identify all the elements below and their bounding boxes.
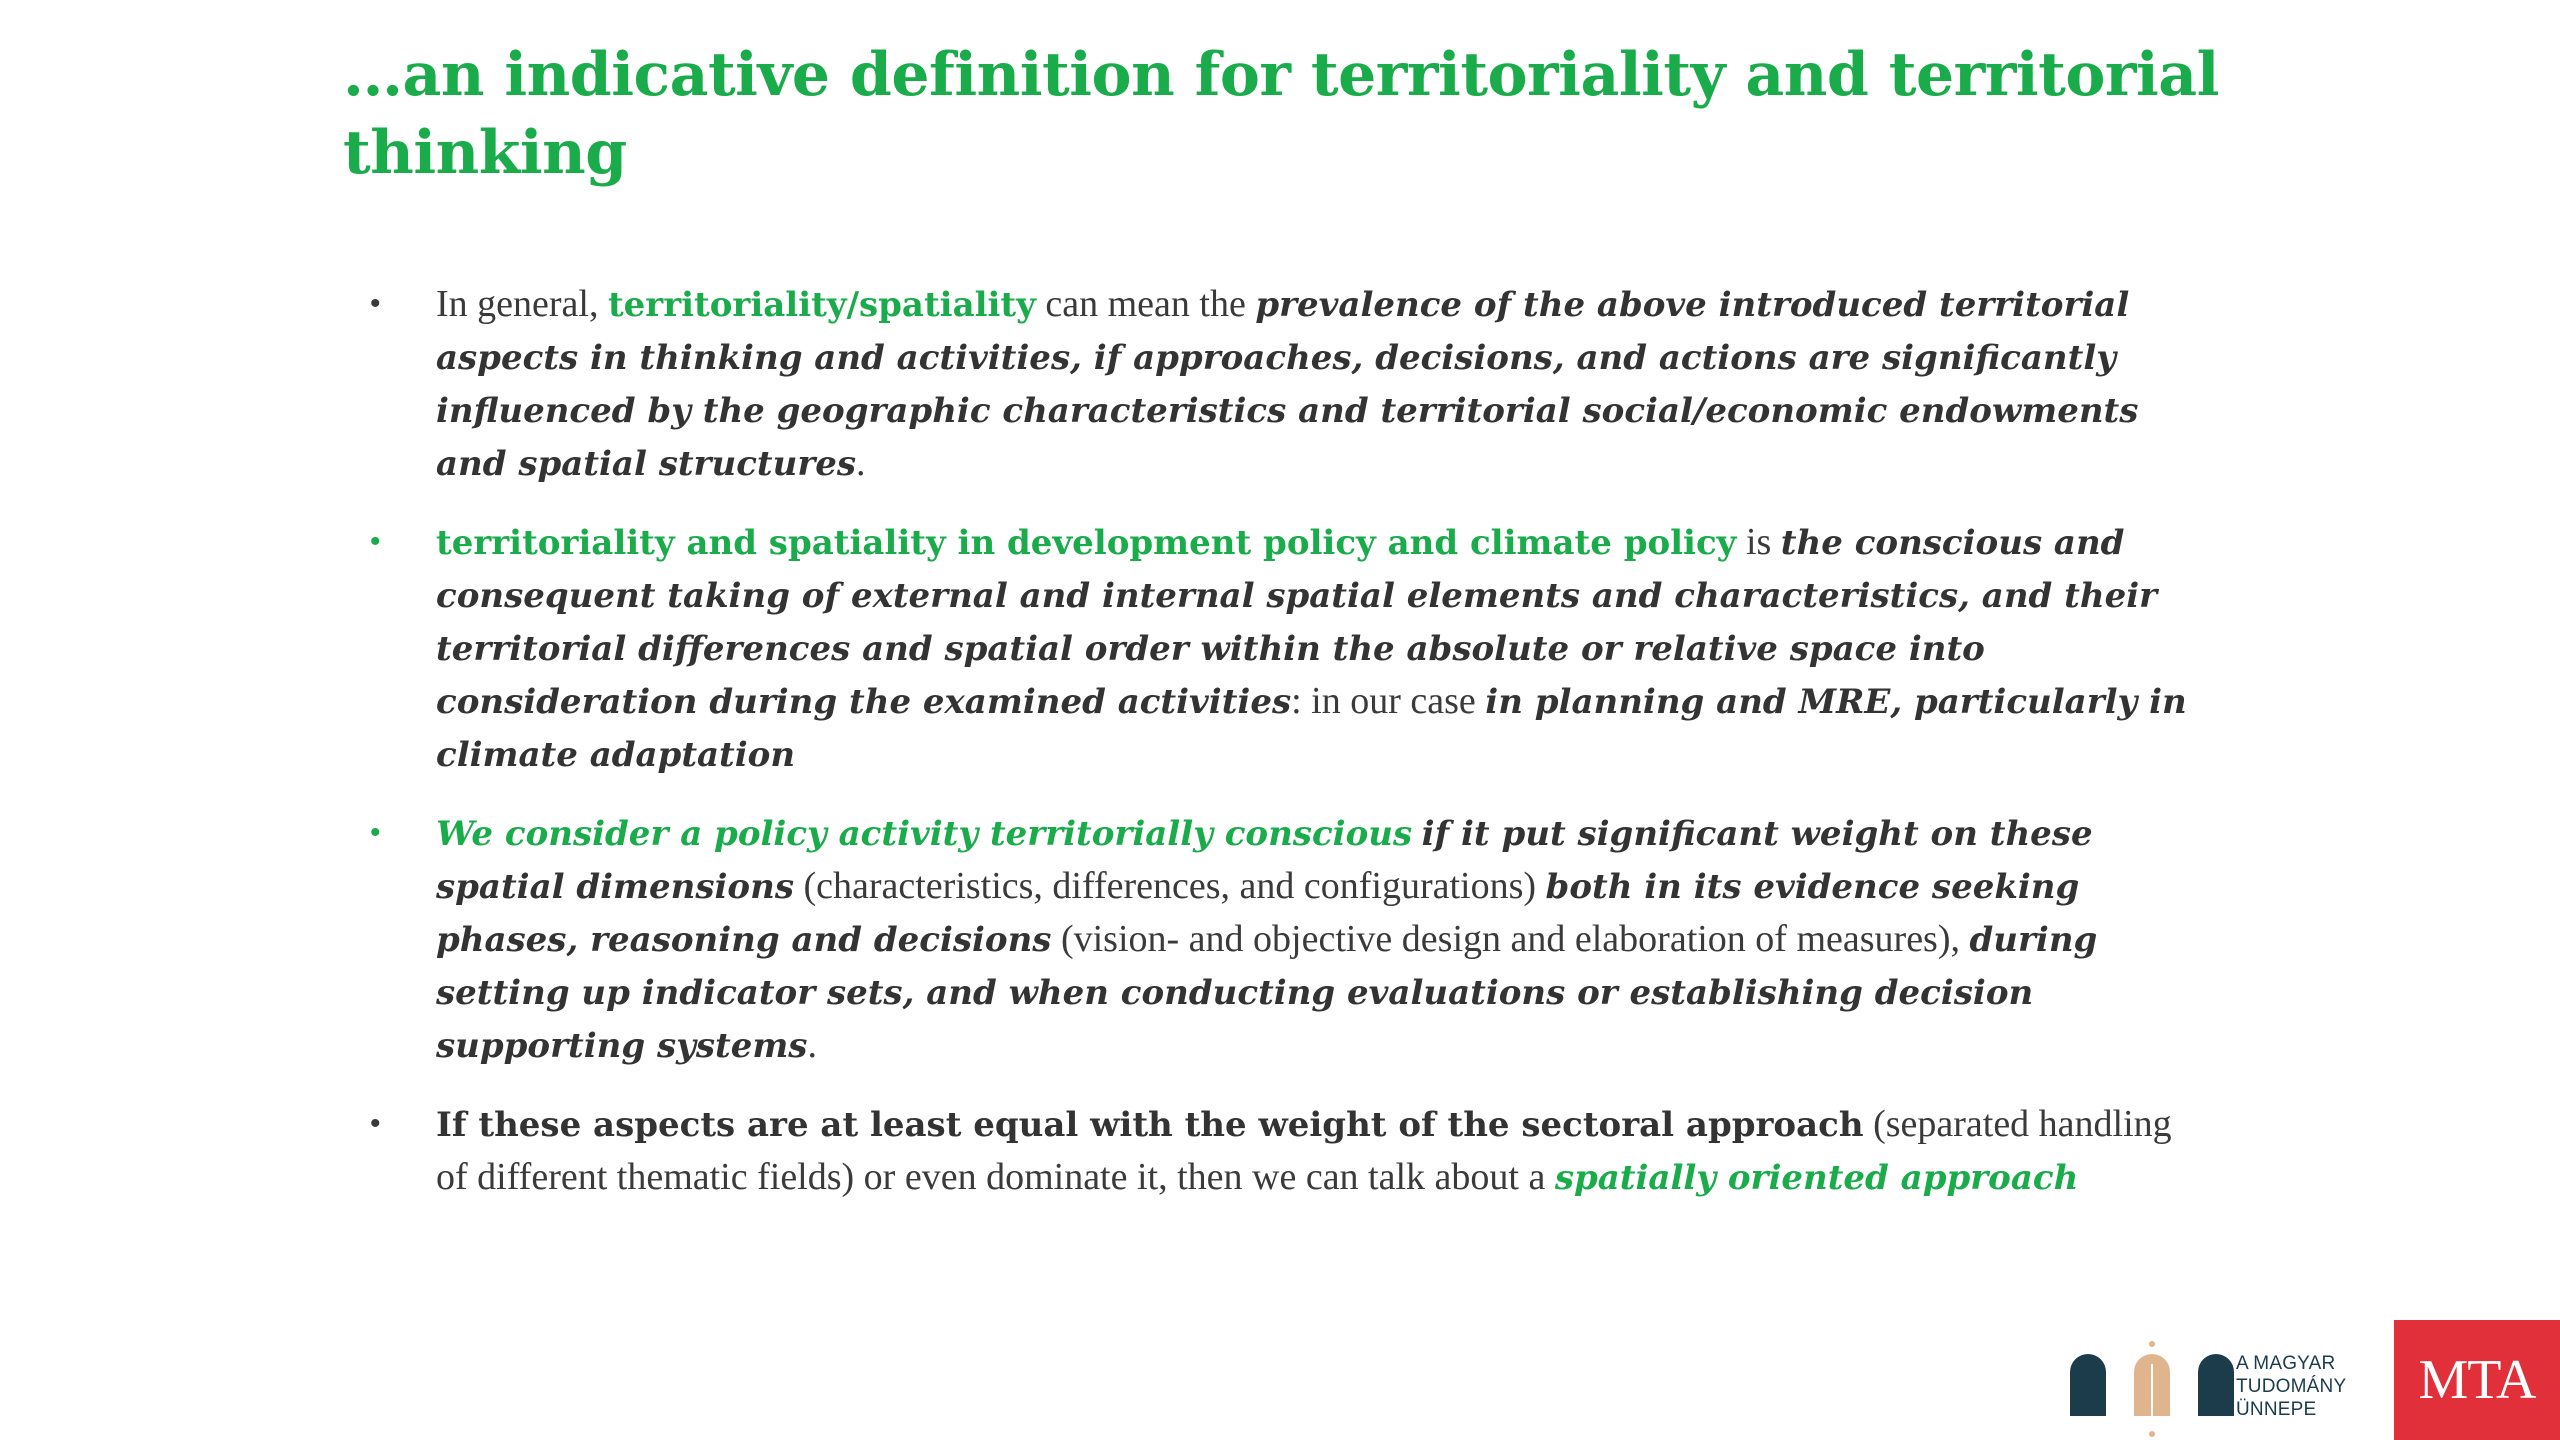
logo-line: ÜNNEPE [2236,1399,2317,1420]
logo-text [2236,1352,2376,1421]
bullet-marker: • [370,525,381,558]
bullet-text: We consider a policy activity territorially conscious if it put significant weight on these spatial dimensions (characteristics, differences, and configurations) both in its evidence seeking phases, reasoning and decisions (vision- and objective design and elaboration of measures), during setting up indicator sets, and when conducting evaluations or establishing decision supporting systems. [436,814,2098,1066]
slide-title: …an indicative definition for territoriality and territorial thinking [343,40,2219,188]
bullet-text: In general, territoriality/spatiality can mean the prevalence of the above introduced territorial aspects in thinking and activities, if approaches, decisions, and actions are significantly influenced by the geographic characteristics and territorial social/economic endowments and spatial structures. [436,283,2139,484]
bullet-text: If these aspects are at least equal with the weight of the sectoral approach (separated handling of different thematic fields) or even dominate it, then we can talk about a spatially oriented approach [436,1103,2172,1198]
arch-dot-icon [2149,1341,2155,1347]
mta-badge [2394,1320,2560,1440]
arch-left-icon [2070,1354,2106,1416]
logo-line: TUDOMÁNY [2236,1376,2347,1397]
bullet-item [370,516,2200,781]
bullet-item [370,1098,2200,1204]
bullet-text: territoriality and spatiality in development policy and climate policy is the conscious and consequent taking of external and internal spatial elements and characteristics, and their territorial differences and spatial order within the absolute or relative space into consideration during the examined activities: in our case in planning and MRE, particularly in climate adaptation [436,521,2187,775]
mta-badge-label: MTA [2418,1349,2536,1411]
bullet-marker: • [370,816,381,849]
logo-line: A MAGYAR [2236,1353,2336,1374]
bullet-marker: • [370,1107,381,1140]
bullet-list [370,278,2200,1230]
bullet-marker: • [370,287,381,320]
arch-dot-icon [2149,1431,2155,1437]
arch-right-icon [2198,1354,2234,1416]
bullet-item [370,807,2200,1072]
bullet-item [370,278,2200,490]
